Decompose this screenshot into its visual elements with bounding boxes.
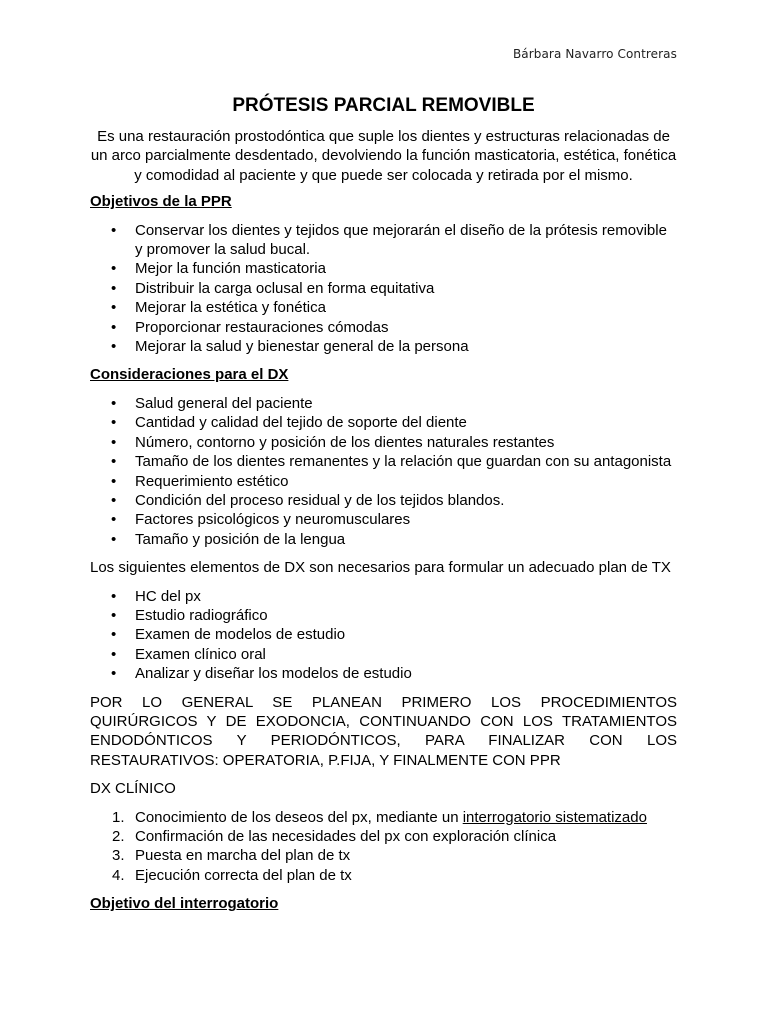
elementos-list (90, 587, 677, 684)
elementos-intro: Los siguientes elementos de DX son necesarios para formular un adecuado plan de TX (90, 559, 671, 577)
list-item: • HC del px (90, 587, 677, 606)
list-item: • Número, contorno y posición de los dientes naturales restantes (90, 433, 677, 452)
list-item: • Distribuir la carga oclusal en forma equitativa (90, 279, 677, 298)
list-item-text: Puesta en marcha del plan de tx (135, 847, 351, 865)
consideraciones-list (90, 394, 677, 549)
list-item: • Mejorar la salud y bienestar general de la persona (90, 337, 677, 356)
list-item: • Proporcionar restauraciones cómodas (90, 318, 677, 337)
intro-paragraph: Es una restauración prostodóntica que suple los dientes y estructuras relacionadas de un arco parcialmente desdentado, devolviendo la función masticatoria, estética, fonética y comodidad al paciente y que puede ser colocada y retirada por el mismo. (90, 128, 677, 184)
list-item (90, 827, 677, 846)
list-item: • Factores psicológicos y neuromusculares (90, 510, 677, 529)
dx-clinico-list (90, 808, 677, 886)
list-item-text: Conocimiento de los deseos del px, mediante un (135, 808, 463, 826)
list-number: 2. (112, 828, 125, 845)
list-item: • Salud general del paciente (90, 394, 677, 413)
general-note-paragraph: POR LO GENERAL SE PLANEAN PRIMERO LOS PROCEDIMIENTOS QUIRÚRGICOS Y DE EXODONCIA, CONTINUANDO CON LOS TRATAMIENTOS ENDODÓNTICOS Y PERIODÓNTICOS, PARA FINALIZAR CON LOS RESTAURATIVOS: OPERATORIA, P.FIJA, Y FINALMENTE CON PPR (90, 693, 677, 769)
list-item: • Condición del proceso residual y de los tejidos blandos. (90, 491, 677, 510)
list-item: • Examen clínico oral (90, 645, 677, 664)
list-item (90, 866, 677, 885)
dx-clinico-heading: DX CLÍNICO (90, 780, 176, 798)
list-item: • Mejor la función masticatoria (90, 259, 677, 278)
list-item: • Mejorar la estética y fonética (90, 298, 677, 317)
list-item: • Tamaño de los dientes remanentes y la relación que guardan con su antagonista (90, 452, 677, 471)
list-item (90, 846, 677, 865)
consideraciones-heading: Consideraciones para el DX (90, 366, 289, 384)
list-item: • Conservar los dientes y tejidos que mejorarán el diseño de la prótesis removible y promover la salud bucal. (90, 221, 677, 260)
list-number: 4. (112, 866, 125, 884)
list-item: • Requerimiento estético (90, 472, 677, 491)
objetivos-list (90, 221, 677, 357)
list-item (90, 808, 677, 827)
list-item: • Tamaño y posición de la lengua (90, 530, 677, 549)
list-item: • Examen de modelos de estudio (90, 625, 677, 644)
list-item-text: Confirmación de las necesidades del px con exploración clínica (135, 828, 557, 845)
list-number: 3. (112, 847, 125, 865)
underlined-term: interrogatorio sistematizado (462, 808, 647, 826)
list-item: • Cantidad y calidad del tejido de soporte del diente (90, 413, 677, 432)
document-body (90, 94, 677, 923)
list-item-text: Ejecución correcta del plan de tx (135, 866, 352, 884)
objetivo-interrogatorio-heading: Objetivo del interrogatorio (90, 895, 279, 913)
list-item: • Analizar y diseñar los modelos de estudio (90, 664, 677, 683)
objetivos-heading: Objetivos de la PPR (90, 193, 232, 211)
list-number: 1. (112, 808, 125, 826)
document-title: PRÓTESIS PARCIAL REMOVIBLE (232, 95, 535, 116)
list-item: • Estudio radiográfico (90, 606, 677, 625)
author-name: Bárbara Navarro Contreras (512, 47, 677, 61)
